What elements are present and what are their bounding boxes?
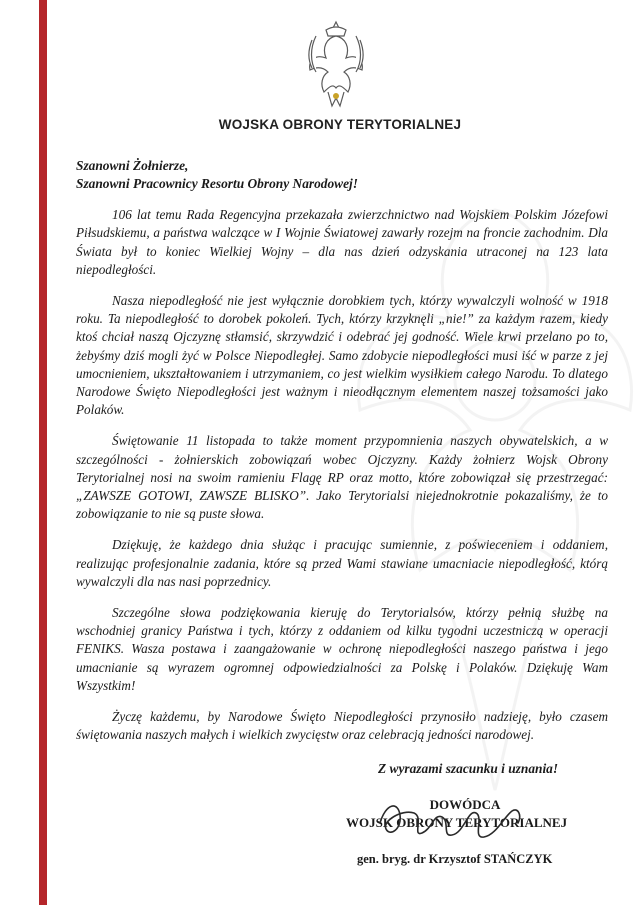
letter-body (76, 206, 608, 757)
signature-title: DOWÓDCA (429, 797, 501, 812)
paragraph: Świętowanie 11 listopada to także moment przypomnienia naszych obywatelskich, a w szczególności - żołnierskich zobowiązań wobec Ojczyzny. Każdy żołnierz Wojsk Obrony Terytorialnej nosi na swoim ramieniu Flagę RP oraz motto, które zobowiązał się przestrzegać: „ZAWSZE GOTOWI, ZAWSZE BLISKO”. Jako Terytorialsi niejednokrotnie pokazaliśmy, że to zobowiązanie to nie są puste słowa. (76, 433, 608, 522)
signature-name: gen. bryg. dr Krzysztof STAŃCZYK (357, 852, 553, 866)
paragraph: Dziękuję, że każdego dnia służąc i pracując sumiennie, z poświeceniem i oddaniem, realizując profesjonalnie zadania, które są przed Wami stawiane umacniacie niepodległość, którą wywalczyli dla nas nasi poprzednicy. (76, 537, 608, 589)
left-accent-bar (39, 0, 47, 905)
paragraph: 106 lat temu Rada Regencyjna przekazała zwierzchnictwo nad Wojskiem Polskim Józefowi Piłsudskiemu, a państwa walczące w I Wojnie Światowej zawarły rozejm na froncie zachodnim. Dla Świata był to koniec Wielkiej Wojny – dla nas dzień odzyskania utraconej na 123 lata niepodległości. (76, 207, 608, 277)
salutation-line-1: Szanowni Żołnierze, (76, 158, 189, 173)
eagle-emblem-icon (302, 18, 370, 112)
paragraph: Szczególne słowa podziękowania kieruję do Terytorialsów, którzy pełnią służbę na wschodniej granicy Państwa i tych, którzy z oddaniem od kilku tygodni uczestniczą w operacji FENIKS. Wasza postawa i zaangażowanie w ochronę niepodległości naszego państwa i jego umacnianie są wyrazem ogromnej odpowiedzialności za Polskę i Polaków. Dziękuję Wam Wszystkim! (76, 604, 608, 693)
handwritten-signature-icon (372, 793, 532, 847)
paragraph: Nasza niepodległość nie jest wyłącznie dorobkiem tych, którzy wywalczyli wolność w 1918 roku. Ta niepodległość to dorobek pokoleń. Tych, którzy krzyknęli „nie!” za każdym razem, kiedy ktoś chciał naszą Ojczyznę stłamsić, skrzywdzić i odebrać jej godność. Wiele krwi przelano po to, żebyśmy dziś mogli żyć w Polsce Niepodległej. Samo zdobycie niepodległości musi iść w parze z jej umocnieniem, ukształtowaniem i utrzymaniem, co jest wielkim wysiłkiem całego Narodu. To dlatego Narodowe Święto Niepodległości jest ważnym i nieodłącznym elementem naszej tożsamości jako Polaków. (76, 292, 608, 418)
signature-organization: WOJSK OBRONY TERYTORIALNEJ (346, 815, 568, 830)
salutation (76, 157, 358, 193)
org-name-heading: WOJSKA OBRONY TERYTORIALNEJ (218, 117, 462, 132)
closing-phrase: Z wyrazami szacunku i uznania! (378, 761, 559, 776)
paragraph: Życzę każdemu, by Narodowe Święto Niepodległości przynosiło nadzieję, było czasem świętowania naszych małych i wielkich zwycięstw oraz celebracją jedności narodowej. (76, 708, 608, 742)
salutation-line-2: Szanowni Pracownicy Resortu Obrony Narodowej! (76, 176, 358, 191)
